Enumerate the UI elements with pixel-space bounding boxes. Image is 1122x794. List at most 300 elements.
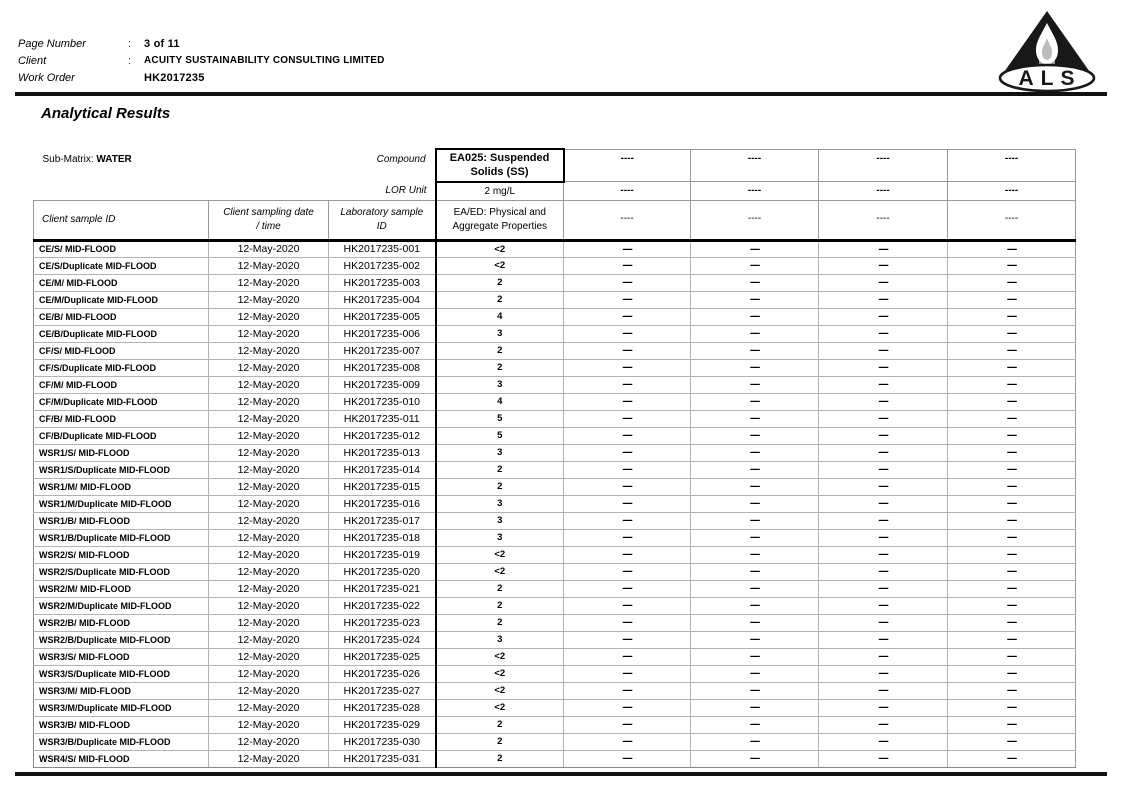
sampling-date-cell: 12-May-2020 (209, 530, 329, 547)
empty-result-cell: ---- (564, 479, 691, 496)
empty-result-cell: ---- (819, 258, 948, 275)
empty-result-cell: ---- (948, 734, 1076, 751)
suspended-solids-value-cell: 4 (436, 394, 564, 411)
empty-result-cell: ---- (691, 734, 819, 751)
empty-result-cell: ---- (948, 326, 1076, 343)
sub-matrix (43, 154, 132, 165)
empty-result-cell: ---- (819, 241, 948, 258)
table-row (34, 751, 1076, 768)
section-title: Analytical Results (41, 105, 171, 122)
method-group-line2: Aggregate Properties (452, 221, 548, 233)
sampling-date-cell: 12-May-2020 (209, 734, 329, 751)
lab-sample-id-cell: HK2017235-031 (329, 751, 436, 768)
col-header-lab-sample-id (329, 201, 436, 241)
suspended-solids-value-cell: 3 (436, 377, 564, 394)
suspended-solids-value-cell: 4 (436, 309, 564, 326)
lab-sample-id-cell: HK2017235-006 (329, 326, 436, 343)
sampling-date-cell: 12-May-2020 (209, 411, 329, 428)
table-row (34, 530, 1076, 547)
table-row (34, 428, 1076, 445)
sampling-date-cell: 12-May-2020 (209, 241, 329, 258)
client-separator: : (128, 55, 132, 67)
client-sample-id-cell: WSR3/M/ MID-FLOOD (34, 683, 209, 700)
sampling-date-cell: 12-May-2020 (209, 377, 329, 394)
suspended-solids-value-cell: 2 (436, 360, 564, 377)
table-row (34, 615, 1076, 632)
empty-result-cell: ---- (819, 632, 948, 649)
client-sample-id-cell: CF/M/Duplicate MID-FLOOD (34, 394, 209, 411)
empty-result-cell: ---- (819, 275, 948, 292)
empty-result-cell: ---- (948, 462, 1076, 479)
empty-result-cell: ---- (819, 734, 948, 751)
method-group-header (436, 201, 564, 241)
lor-unit-row (34, 182, 1076, 201)
empty-result-cell: ---- (564, 309, 691, 326)
table-row (34, 547, 1076, 564)
compound-label: Compound (376, 154, 426, 165)
empty-result-cell: ---- (691, 258, 819, 275)
empty-result-cell: ---- (564, 445, 691, 462)
empty-result-cell: ---- (948, 513, 1076, 530)
client-label: Client (18, 55, 47, 67)
client-sample-id-cell: CE/M/ MID-FLOOD (34, 275, 209, 292)
empty-result-cell: ---- (691, 411, 819, 428)
empty-result-cell: ---- (564, 700, 691, 717)
empty-result-cell: ---- (819, 530, 948, 547)
empty-result-cell: ---- (691, 581, 819, 598)
empty-result-cell: ---- (564, 581, 691, 598)
lab-sample-id-cell: HK2017235-023 (329, 615, 436, 632)
empty-result-cell: ---- (564, 258, 691, 275)
suspended-solids-value-cell: 2 (436, 343, 564, 360)
empty-result-cell: ---- (564, 343, 691, 360)
empty-result-cell: ---- (564, 275, 691, 292)
table-row (34, 564, 1076, 581)
sampling-date-cell: 12-May-2020 (209, 547, 329, 564)
empty-result-cell: ---- (948, 649, 1076, 666)
lab-sample-id-cell: HK2017235-015 (329, 479, 436, 496)
sampling-date-cell: 12-May-2020 (209, 700, 329, 717)
page-number-value: 3 of 11 (144, 38, 180, 50)
client-sample-id-cell: CE/S/ MID-FLOOD (34, 241, 209, 258)
client-sample-id-cell: WSR1/S/Duplicate MID-FLOOD (34, 462, 209, 479)
sampling-date-cell: 12-May-2020 (209, 360, 329, 377)
empty-result-cell: ---- (819, 394, 948, 411)
lab-sample-id-cell: HK2017235-019 (329, 547, 436, 564)
empty-result-cell: ---- (819, 564, 948, 581)
empty-result-cell: ---- (564, 428, 691, 445)
client-sample-id-cell: WSR1/B/ MID-FLOOD (34, 513, 209, 530)
sampling-date-cell: 12-May-2020 (209, 496, 329, 513)
table-row (34, 496, 1076, 513)
client-sample-id-cell: WSR2/S/Duplicate MID-FLOOD (34, 564, 209, 581)
empty-result-cell: ---- (564, 394, 691, 411)
empty-result-cell: ---- (948, 683, 1076, 700)
lab-sample-id-cell: HK2017235-017 (329, 513, 436, 530)
sampling-date-cell: 12-May-2020 (209, 309, 329, 326)
empty-result-cell: ---- (819, 700, 948, 717)
client-value: ACUITY SUSTAINABILITY CONSULTING LIMITED (144, 55, 385, 66)
sampling-date-cell: 12-May-2020 (209, 428, 329, 445)
lab-sample-id-cell: HK2017235-001 (329, 241, 436, 258)
empty-result-cell: ---- (819, 547, 948, 564)
sampling-date-cell: 12-May-2020 (209, 258, 329, 275)
work-order-separator (128, 72, 144, 84)
lab-sample-id-cell: HK2017235-020 (329, 564, 436, 581)
empty-result-cell: ---- (691, 343, 819, 360)
empty-compound-header: ---- (819, 149, 948, 182)
empty-result-cell: ---- (691, 666, 819, 683)
client-sample-id-cell: WSR3/S/Duplicate MID-FLOOD (34, 666, 209, 683)
empty-result-cell: ---- (691, 530, 819, 547)
col-header-line1: Client sample ID (42, 213, 116, 225)
page-number-separator: : (128, 38, 132, 50)
sampling-date-cell: 12-May-2020 (209, 564, 329, 581)
client-sample-id-cell: WSR2/B/Duplicate MID-FLOOD (34, 632, 209, 649)
empty-result-cell: ---- (819, 411, 948, 428)
suspended-solids-value-cell: 2 (436, 734, 564, 751)
client-row (18, 55, 385, 67)
empty-method-header: ---- (691, 201, 819, 241)
empty-result-cell: ---- (819, 649, 948, 666)
lab-sample-id-cell: HK2017235-027 (329, 683, 436, 700)
sampling-date-cell: 12-May-2020 (209, 326, 329, 343)
empty-result-cell: ---- (564, 241, 691, 258)
lab-sample-id-cell: HK2017235-005 (329, 309, 436, 326)
col-header-sampling-date (209, 201, 329, 241)
submatrix-compound-cell (34, 149, 436, 182)
empty-result-cell: ---- (564, 411, 691, 428)
empty-result-cell: ---- (819, 377, 948, 394)
empty-result-cell: ---- (819, 717, 948, 734)
results-tbody (34, 241, 1076, 768)
suspended-solids-value-cell: 3 (436, 513, 564, 530)
client-sample-id-cell: WSR3/B/ MID-FLOOD (34, 717, 209, 734)
table-row (34, 683, 1076, 700)
empty-result-cell: ---- (564, 683, 691, 700)
empty-result-cell: ---- (564, 326, 691, 343)
footer-rule (15, 772, 1107, 776)
table-row (34, 700, 1076, 717)
suspended-solids-value-cell: 2 (436, 598, 564, 615)
table-row (34, 445, 1076, 462)
sampling-date-cell: 12-May-2020 (209, 632, 329, 649)
empty-result-cell: ---- (819, 309, 948, 326)
empty-result-cell: ---- (564, 734, 691, 751)
client-sample-id-cell: CF/M/ MID-FLOOD (34, 377, 209, 394)
empty-result-cell: ---- (691, 496, 819, 513)
empty-result-cell: ---- (564, 598, 691, 615)
suspended-solids-value-cell: 5 (436, 428, 564, 445)
page-number-row (18, 38, 385, 50)
empty-result-cell: ---- (691, 241, 819, 258)
empty-result-cell: ---- (819, 751, 948, 768)
empty-result-cell: ---- (819, 666, 948, 683)
empty-method-header: ---- (819, 201, 948, 241)
table-row (34, 462, 1076, 479)
client-sample-id-cell: WSR2/M/ MID-FLOOD (34, 581, 209, 598)
empty-result-cell: ---- (819, 581, 948, 598)
empty-result-cell: ---- (948, 377, 1076, 394)
empty-method-header: ---- (948, 201, 1076, 241)
suspended-solids-value-cell: 2 (436, 275, 564, 292)
header-divider-rule (15, 92, 1107, 96)
empty-result-cell: ---- (564, 292, 691, 309)
empty-result-cell: ---- (948, 394, 1076, 411)
table-row (34, 598, 1076, 615)
lab-sample-id-cell: HK2017235-016 (329, 496, 436, 513)
client-sample-id-cell: CE/B/Duplicate MID-FLOOD (34, 326, 209, 343)
client-sample-id-cell: WSR2/M/Duplicate MID-FLOOD (34, 598, 209, 615)
empty-result-cell: ---- (564, 666, 691, 683)
empty-result-cell: ---- (819, 513, 948, 530)
empty-result-cell: ---- (691, 717, 819, 734)
empty-result-cell: ---- (948, 309, 1076, 326)
empty-result-cell: ---- (691, 547, 819, 564)
empty-result-cell: ---- (564, 615, 691, 632)
table-row (34, 479, 1076, 496)
sampling-date-cell: 12-May-2020 (209, 666, 329, 683)
empty-lor-cell: ---- (819, 182, 948, 201)
lab-sample-id-cell: HK2017235-007 (329, 343, 436, 360)
sampling-date-cell: 12-May-2020 (209, 462, 329, 479)
logo-text: ALS (1018, 67, 1082, 90)
sampling-date-cell: 12-May-2020 (209, 581, 329, 598)
page-header-info (18, 38, 385, 89)
page-number-label: Page Number (18, 38, 86, 50)
empty-result-cell: ---- (564, 717, 691, 734)
empty-result-cell: ---- (819, 496, 948, 513)
lab-sample-id-cell: HK2017235-010 (329, 394, 436, 411)
empty-result-cell: ---- (948, 564, 1076, 581)
empty-result-cell: ---- (819, 360, 948, 377)
empty-result-cell: ---- (691, 683, 819, 700)
lor-value-cell: 2 mg/L (436, 182, 564, 201)
work-order-label: Work Order (18, 72, 75, 84)
table-row (34, 258, 1076, 275)
empty-result-cell: ---- (948, 241, 1076, 258)
empty-result-cell: ---- (948, 428, 1076, 445)
empty-result-cell: ---- (691, 700, 819, 717)
table-row (34, 394, 1076, 411)
als-logo-icon (996, 8, 1098, 94)
empty-result-cell: ---- (564, 496, 691, 513)
empty-result-cell: ---- (819, 343, 948, 360)
empty-result-cell: ---- (564, 649, 691, 666)
sampling-date-cell: 12-May-2020 (209, 683, 329, 700)
als-logo (996, 8, 1098, 94)
suspended-solids-value-cell: 3 (436, 496, 564, 513)
empty-result-cell: ---- (948, 581, 1076, 598)
empty-result-cell: ---- (948, 632, 1076, 649)
table-row (34, 275, 1076, 292)
empty-result-cell: ---- (819, 292, 948, 309)
empty-result-cell: ---- (819, 326, 948, 343)
empty-result-cell: ---- (819, 462, 948, 479)
client-sample-id-cell: CF/S/ MID-FLOOD (34, 343, 209, 360)
client-sample-id-cell: WSR3/B/Duplicate MID-FLOOD (34, 734, 209, 751)
empty-result-cell: ---- (691, 360, 819, 377)
empty-result-cell: ---- (691, 564, 819, 581)
empty-result-cell: ---- (691, 445, 819, 462)
lab-sample-id-cell: HK2017235-028 (329, 700, 436, 717)
suspended-solids-value-cell: 3 (436, 632, 564, 649)
empty-result-cell: ---- (691, 377, 819, 394)
sampling-date-cell: 12-May-2020 (209, 513, 329, 530)
sampling-date-cell: 12-May-2020 (209, 717, 329, 734)
suspended-solids-value-cell: <2 (436, 547, 564, 564)
client-sample-id-cell: WSR1/S/ MID-FLOOD (34, 445, 209, 462)
empty-result-cell: ---- (691, 598, 819, 615)
table-row (34, 734, 1076, 751)
client-sample-id-cell: WSR2/S/ MID-FLOOD (34, 547, 209, 564)
table-row (34, 292, 1076, 309)
empty-result-cell: ---- (948, 700, 1076, 717)
suspended-solids-value-cell: <2 (436, 666, 564, 683)
sampling-date-cell: 12-May-2020 (209, 275, 329, 292)
empty-result-cell: ---- (948, 292, 1076, 309)
empty-result-cell: ---- (691, 649, 819, 666)
compound-name-header: EA025: Suspended Solids (SS) (436, 149, 564, 182)
suspended-solids-value-cell: <2 (436, 649, 564, 666)
empty-result-cell: ---- (691, 632, 819, 649)
lor-unit-label-cell (34, 182, 436, 201)
empty-result-cell: ---- (691, 615, 819, 632)
client-sample-id-cell: WSR3/M/Duplicate MID-FLOOD (34, 700, 209, 717)
empty-result-cell: ---- (564, 751, 691, 768)
suspended-solids-value-cell: <2 (436, 258, 564, 275)
empty-lor-cell: ---- (948, 182, 1076, 201)
col-header-client-sample-id (34, 201, 209, 241)
suspended-solids-value-cell: 2 (436, 462, 564, 479)
empty-result-cell: ---- (948, 598, 1076, 615)
empty-result-cell: ---- (564, 377, 691, 394)
col-header-line2: / time (256, 221, 281, 233)
client-sample-id-cell: WSR2/B/ MID-FLOOD (34, 615, 209, 632)
empty-lor-cell: ---- (691, 182, 819, 201)
client-sample-id-cell: WSR1/M/Duplicate MID-FLOOD (34, 496, 209, 513)
empty-compound-header: ---- (948, 149, 1076, 182)
empty-result-cell: ---- (948, 751, 1076, 768)
results-thead (34, 149, 1076, 241)
empty-result-cell: ---- (564, 530, 691, 547)
client-sample-id-cell: CF/B/Duplicate MID-FLOOD (34, 428, 209, 445)
table-row (34, 717, 1076, 734)
empty-result-cell: ---- (948, 547, 1076, 564)
table-row (34, 411, 1076, 428)
empty-result-cell: ---- (948, 258, 1076, 275)
lab-sample-id-cell: HK2017235-013 (329, 445, 436, 462)
lab-sample-id-cell: HK2017235-002 (329, 258, 436, 275)
empty-compound-header: ---- (564, 149, 691, 182)
sampling-date-cell: 12-May-2020 (209, 751, 329, 768)
client-sample-id-cell: WSR4/S/ MID-FLOOD (34, 751, 209, 768)
empty-result-cell: ---- (691, 751, 819, 768)
lab-sample-id-cell: HK2017235-009 (329, 377, 436, 394)
lor-unit-label: LOR Unit (385, 185, 427, 197)
empty-result-cell: ---- (691, 513, 819, 530)
table-row (34, 632, 1076, 649)
empty-result-cell: ---- (819, 428, 948, 445)
lab-sample-id-cell: HK2017235-008 (329, 360, 436, 377)
suspended-solids-value-cell: 2 (436, 717, 564, 734)
table-row (34, 360, 1076, 377)
empty-result-cell: ---- (948, 445, 1076, 462)
client-sample-id-cell: CE/S/Duplicate MID-FLOOD (34, 258, 209, 275)
table-row (34, 581, 1076, 598)
suspended-solids-value-cell: 2 (436, 751, 564, 768)
empty-method-header: ---- (564, 201, 691, 241)
empty-result-cell: ---- (564, 360, 691, 377)
method-group-line1: EA/ED: Physical and (453, 206, 546, 218)
sampling-date-cell: 12-May-2020 (209, 615, 329, 632)
table-row (34, 309, 1076, 326)
table-row (34, 513, 1076, 530)
empty-result-cell: ---- (948, 496, 1076, 513)
empty-compound-header: ---- (691, 149, 819, 182)
lab-sample-id-cell: HK2017235-014 (329, 462, 436, 479)
suspended-solids-value-cell: <2 (436, 683, 564, 700)
client-sample-id-cell: CF/S/Duplicate MID-FLOOD (34, 360, 209, 377)
col-header-line1: Client sampling date (223, 206, 314, 218)
empty-result-cell: ---- (819, 683, 948, 700)
sub-matrix-value: WATER (96, 154, 132, 165)
empty-result-cell: ---- (948, 479, 1076, 496)
empty-result-cell: ---- (691, 292, 819, 309)
empty-result-cell: ---- (819, 598, 948, 615)
empty-result-cell: ---- (948, 275, 1076, 292)
empty-result-cell: ---- (691, 462, 819, 479)
compound-row (34, 149, 1076, 182)
table-row (34, 377, 1076, 394)
lab-sample-id-cell: HK2017235-030 (329, 734, 436, 751)
sampling-date-cell: 12-May-2020 (209, 394, 329, 411)
lab-sample-id-cell: HK2017235-026 (329, 666, 436, 683)
empty-result-cell: ---- (948, 411, 1076, 428)
empty-result-cell: ---- (819, 615, 948, 632)
sampling-date-cell: 12-May-2020 (209, 598, 329, 615)
client-sample-id-cell: WSR1/B/Duplicate MID-FLOOD (34, 530, 209, 547)
client-sample-id-cell: CE/M/Duplicate MID-FLOOD (34, 292, 209, 309)
suspended-solids-value-cell: <2 (436, 241, 564, 258)
lab-sample-id-cell: HK2017235-029 (329, 717, 436, 734)
empty-result-cell: ---- (948, 360, 1076, 377)
empty-result-cell: ---- (691, 394, 819, 411)
empty-result-cell: ---- (819, 479, 948, 496)
suspended-solids-value-cell: 2 (436, 615, 564, 632)
work-order-row (18, 72, 385, 84)
empty-result-cell: ---- (564, 547, 691, 564)
empty-result-cell: ---- (564, 632, 691, 649)
empty-result-cell: ---- (564, 513, 691, 530)
table-row (34, 326, 1076, 343)
lab-sample-id-cell: HK2017235-012 (329, 428, 436, 445)
col-header-line2: ID (376, 221, 387, 233)
col-header-line1: Laboratory sample (340, 206, 424, 218)
sampling-date-cell: 12-May-2020 (209, 479, 329, 496)
sampling-date-cell: 12-May-2020 (209, 445, 329, 462)
results-table-wrap (33, 148, 1076, 768)
lab-sample-id-cell: HK2017235-025 (329, 649, 436, 666)
empty-result-cell: ---- (948, 343, 1076, 360)
lab-sample-id-cell: HK2017235-003 (329, 275, 436, 292)
empty-result-cell: ---- (691, 309, 819, 326)
table-row (34, 343, 1076, 360)
lab-sample-id-cell: HK2017235-011 (329, 411, 436, 428)
sampling-date-cell: 12-May-2020 (209, 649, 329, 666)
empty-result-cell: ---- (691, 428, 819, 445)
empty-result-cell: ---- (564, 462, 691, 479)
